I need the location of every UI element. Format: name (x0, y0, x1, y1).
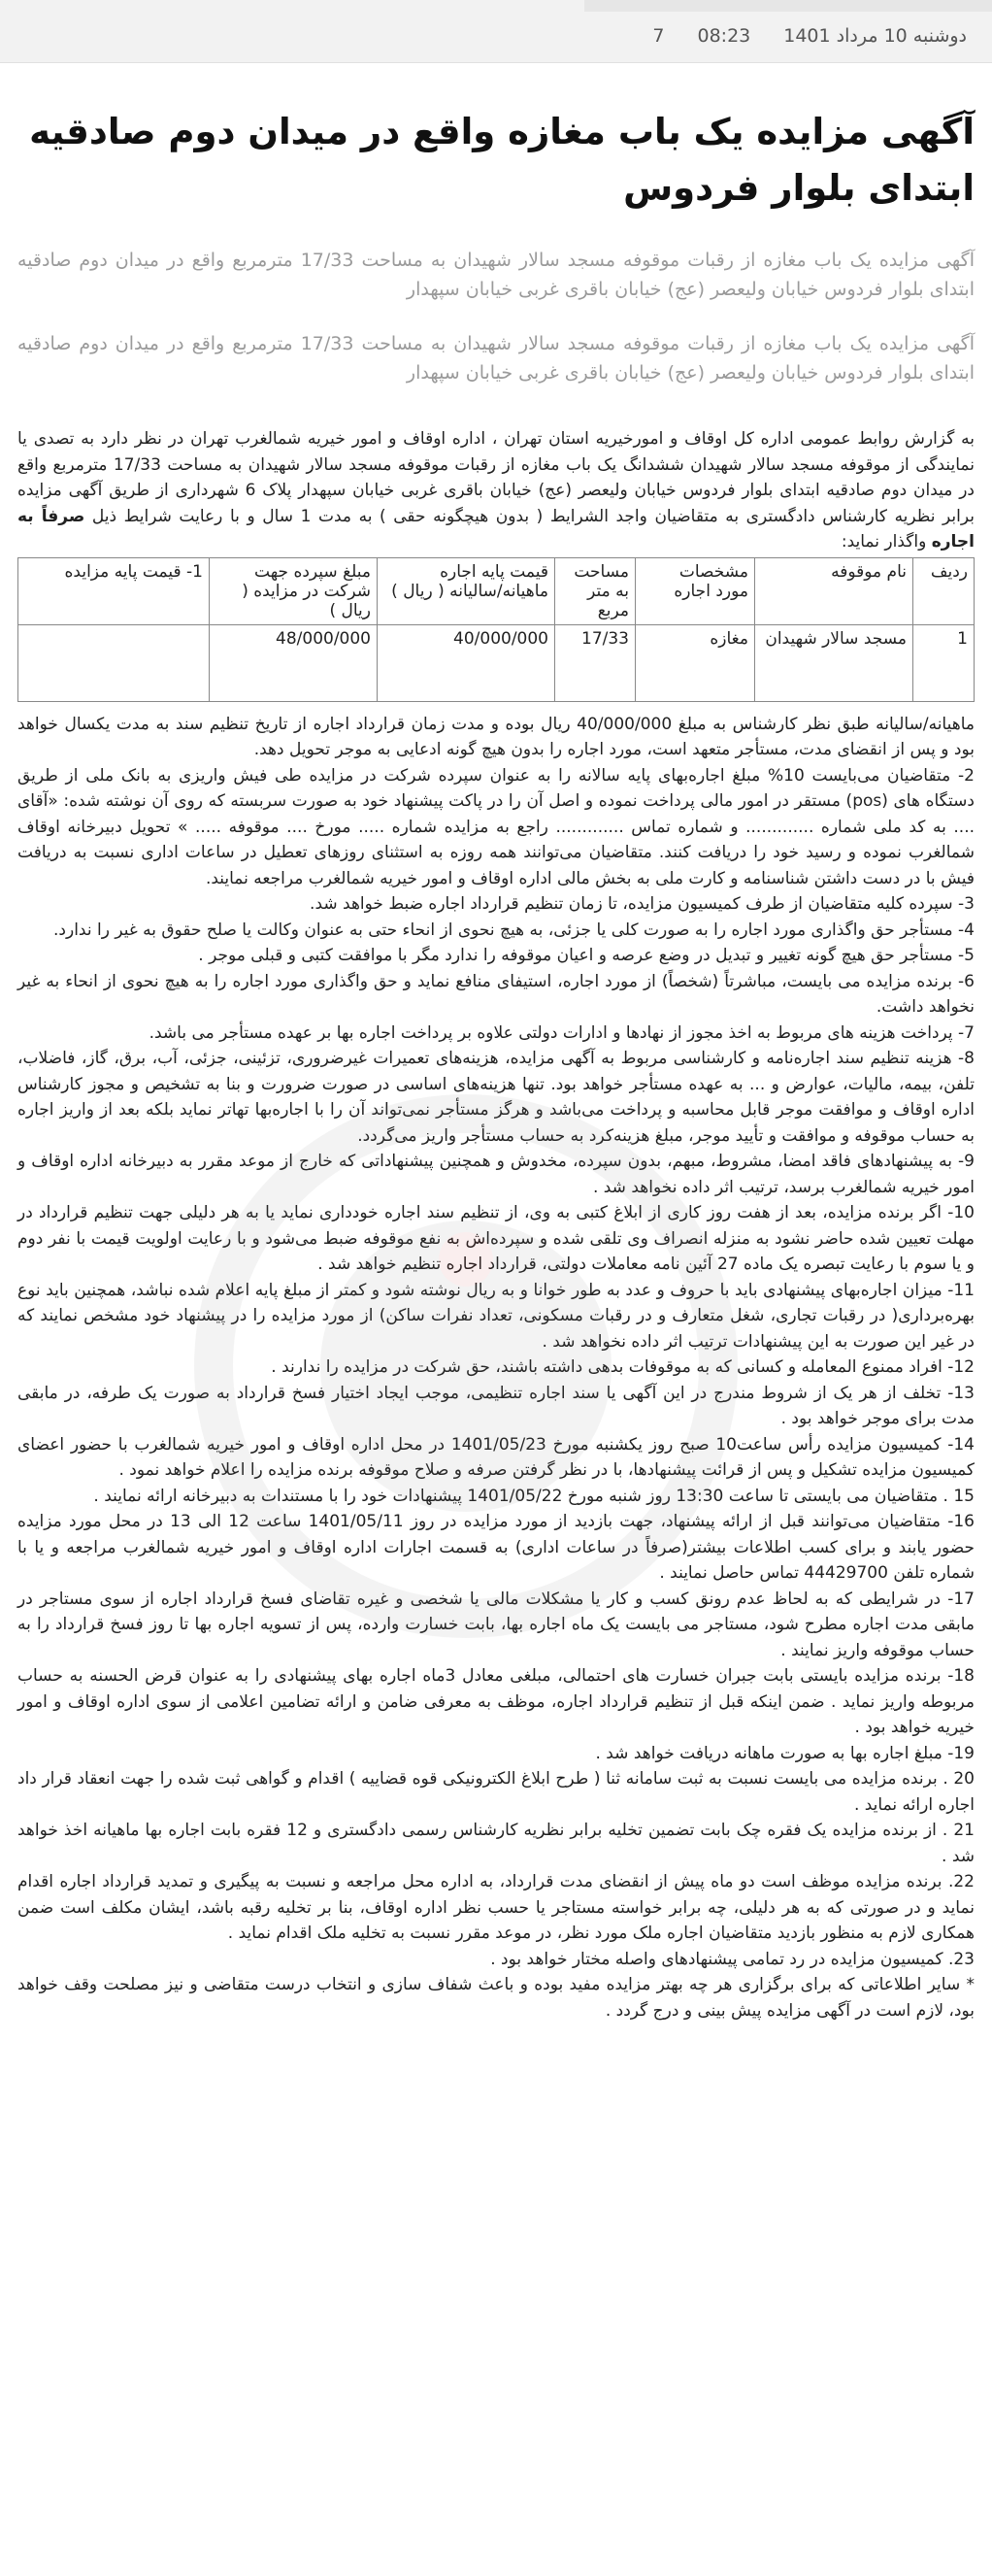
table-header: ردیف (913, 557, 975, 624)
condition-paragraph: 17- در شرایطی که به لحاظ عدم رونق کسب و کار یا مشکلات مالی یا شخصی و غیره تقاضای فسخ قرارداد اجاره از سوی مستاجر در مابقی مدت اجاره مطرح شود، مستاجر می بایست یک ماه اجاره بها، بابت خسارت وارده، پس از تسویه اجاره بها تا روز فسخ قرارداد را به حساب موقوفه واریز نمایند . (17, 1589, 975, 1660)
condition-paragraph: 3- سپرده کلیه متقاضیان از طرف کمیسیون مزایده، تا زمان تنظیم قرارداد اجاره ضبط خواهد شد. (310, 894, 975, 914)
condition-paragraph: 23. کمیسیون مزایده در رد تمامی پیشنهادهای واصله مختار خواهد بود . (490, 1949, 975, 1969)
condition-paragraph: 14- کمیسیون مزایده رأس ساعت10 صبح روز یکشنبه مورخ 1401/05/23 در محل اداره اوقاف و امور خیریه شمالغرب با حضور اعضای کمیسیون مزایده تشکیل و پس از قرائت پیشنهادها، با در نظر گرفتن صرفه و صلاح موقوفه برنده مزایده را اعلام خواهد نمود . (17, 1434, 975, 1480)
publish-date: دوشنبه 10 مرداد 1401 (783, 25, 967, 47)
condition-paragraph: ماهیانه/سالیانه طبق نظر کارشناس به مبلغ 40/000/000 ریال بوده و مدت زمان قرارداد اجاره از تاریخ تنظیم سند به مدت یکسال خواهد بود و پس از انقضای مدت، مستأجر متعهد است، مورد اجاره را بدون هیچ گونه ادعایی به موجر تحویل دهد. (17, 714, 975, 759)
table-header: نام موقوفه (755, 557, 913, 624)
intro-paragraph (17, 426, 975, 555)
auction-table (17, 557, 975, 702)
condition-paragraph: 18- برنده مزایده بایستی بابت جبران خسارت های احتمالی، مبلغی معادل 3ماه اجاره بهای پیشنهادی را به عنوان قرض الحسنه به حساب مربوطه واریز نماید . ضمن اینکه قبل از تنظیم قرارداد اجاره، موظف به معرفی ضامن و ارائه تضامین اعلامی از سوی اداره اوقاف و امور خیریه خواهد بود . (17, 1666, 975, 1737)
article-body (17, 426, 975, 2024)
condition-paragraph: 15 . متقاضیان می بایستی تا ساعت 13:30 روز شنبه مورخ 1401/05/22 پیشنهادات خود را با مستندات به دبیرخانه ارائه نمایند . (93, 1486, 975, 1506)
top-bar-accent (584, 0, 992, 12)
condition-paragraph: 13- تخلف از هر یک از شروط مندرج در این آگهی یا سند اجاره تنظیمی، موجب ایجاد اختیار فسخ قرارداد به صورت یک طرفه، در مابقی مدت برای موجر خواهد بود . (17, 1383, 975, 1428)
table-cell: 40/000/000 (378, 624, 555, 701)
table-cell: مسجد سالار شهیدان (755, 624, 913, 701)
condition-paragraph: 9- به پیشنهادهای فاقد امضا، مشروط، مبهم، بدون سپرده، مخدوش و همچنین پیشنهاداتی که خارج از موعد مقرر به دبیرخانه اداره اوقاف و امور خیریه شمالغرب برسد، ترتیب اثر داده نخواهد شد . (17, 1152, 975, 1197)
condition-paragraph: 19- مبلغ اجاره بها به صورت ماهانه دریافت خواهد شد . (595, 1743, 975, 1763)
lead-summary: آگهی مزایده یک باب مغازه از رقبات موقوفه مسجد سالار شهیدان به مساحت 17/33 مترمربع واقع در میدان دوم صادقیه ابتدای بلوار فردوس خیابان ولیعصر (عج) خیابان باقری غربی خیابان سپهدار (17, 250, 975, 300)
top-bar (0, 0, 992, 63)
table-header-row (18, 557, 975, 624)
view-count: 7 (652, 25, 665, 47)
condition-paragraph: 4- مستأجر حق واگذاری مورد اجاره را به صورت کلی یا جزئی، به هیچ نحوی از انحاء حتی به عنوان وکالت یا صلح حقوق به غیر را ندارد. (53, 920, 975, 940)
table-header: مساحت به متر مربع (555, 557, 636, 624)
table-header: قیمت پایه اجاره ماهیانه/سالیانه ( ریال ) (378, 557, 555, 624)
table-header: 1- قیمت پایه مزایده (18, 557, 210, 624)
intro-emphasis: صرفاً به اجاره (17, 506, 975, 552)
publish-time: 08:23 (697, 25, 751, 47)
page-title: آگهی مزایده یک باب مغازه واقع در میدان دوم صادقیه ابتدای بلوار فردوس (29, 111, 975, 209)
table-cell: 1 (913, 624, 975, 701)
table-row (18, 624, 975, 701)
table-cell: مغازه (636, 624, 755, 701)
condition-paragraph: 16- متقاضیان می‌توانند قبل از ارائه پیشنهاد، جهت بازدید از مورد مزایده در روز 1401/05/11 ساعت 12 الی 13 در محل مورد مزایده حضور یابند و برای کسب اطلاعات بیشتر(صرفاً در ساعات اداری) به قسمت اجارات اداره اوقاف و امور خیریه شمالغرب مراجعه و یا با شماره تلفن 44429700 تماس حاصل نمایند . (17, 1512, 975, 1583)
condition-paragraph: 11- میزان اجاره‌بهای پیشنهادی باید با حروف و عدد به طور خوانا و به ریال نوشته شود و کمتر از مبلغ پایه اعلام شده نباشد، همچنین باید نوع بهره‌برداری( در رقبات تجاری، شغل متعارف و در رقبات مسکونی، تعداد نفرات ساکن) از مورد مزایده را در پیشنهاد خود مشخص نمایند که در غیر این صورت به این پیشنهادات ترتیب اثر داده نخواهد شد . (17, 1280, 975, 1352)
condition-paragraph: 10- اگر برنده مزایده، بعد از هفت روز کاری از ابلاغ کتبی به وی، از تنظیم سند اجاره خودداری نماید یا به هر دلیلی جهت تنظیم قرارداد در مهلت تعیین شده حاضر نشود به منزله انصراف وی تلقی شده و سپرده‌اش به نفع موقوفه ضبط می‌شود و با رعایت اولویت قیمت با نفر دوم و یا سوم با رعایت تبصره یک ماده 27 آئین نامه معاملات دولتی، قرارداد اجاره تنظیم خواهد شد . (17, 1203, 975, 1274)
condition-paragraph: 20 . برنده مزایده می بایست نسبت به ثبت سامانه ثنا ( طرح ابلاغ الکترونیکی قوه قضاییه ) اقدام و گواهی ثبت شده را جهت انعقاد قرار داد اجاره ارائه نماید . (17, 1769, 975, 1815)
table-cell (18, 624, 210, 701)
condition-paragraph: * سایر اطلاعاتی که برای برگزاری هر چه بهتر مزایده مفید بوده و باعث شفاف سازی و انتخاب درست متقاضی و نیز مصلحت وقف خواهد بود، لازم است در آگهی مزایده پیش بینی و درج گردد . (17, 1975, 975, 2021)
table-header: مشخصات مورد اجاره (636, 557, 755, 624)
condition-paragraph: 21 . از برنده مزایده یک فقره چک بابت تضمین تخلیه برابر نظریه کارشناس رسمی دادگستری و 12 فقره بابت اجاره بها ماهیانه اخذ خواهد شد . (17, 1821, 975, 1866)
condition-paragraph: 2- متقاضیان می‌بایست 10% مبلغ اجاره‌بهای پایه سالانه را به عنوان سپرده شرکت در مزایده طی فیش واریزی به بانک ملی از طریق دستگاه های (pos) مستقر در امور مالی پرداخت نموده و اصل آن را در پاکت پیشنهاد خود به صورت سربسته که روی آن نوشته شده: «آقای .... به کد ملی شماره ............. و شماره تماس ............. راجع به مزایده شماره ..... مورخ .... موقوفه ..... » تحویل دبیرخانه اوقاف شمالغرب نموده و رسید خود را دریافت کنند. متقاضیان می‌توانند همه روزه به استثنای روزهای تعطیل در ساعات اداری نسبت به دریافت فیش با در دست داشتن شناسنامه و کارت ملی به بخش مالی اداره اوقاف و امور خیریه شمالغرب مراجعه نمایند. (17, 765, 975, 888)
intro-text-end: واگذار نماید: (841, 532, 927, 552)
condition-paragraph: 12- افراد ممنوع المعامله و کسانی که به موقوفات بدهی داشته باشند، حق شرکت در مزایده را ندارند . (271, 1357, 975, 1377)
article (0, 104, 992, 2024)
condition-paragraph: 8- هزینه تنظیم سند اجاره‌نامه و کارشناسی مربوط به آگهی مزایده، هزینه‌های تعمیرات غیرضروری، تزئینی، جزئی، آب، برق، گاز، فاضلاب، تلفن، بیمه، مالیات، عوارض و ... به عهده مستأجر خواهد بود. تنها هزینه‌های اساسی در صورت ضرورت و بنا به تشخیص و مجوز کارشناس اداره اوقاف و موافقت موجر قابل محاسبه و پرداخت می‌باشد و هرگز مستأجر نمی‌تواند آن را با اجاره‌بها تهاتر نماید بلکه بعد از واریز اجاره به حساب موقوفه و موافقت و تأیید موجر، مبلغ هزینه‌کرد به حساب مستأجر واریز می‌گردد. (17, 1049, 975, 1146)
table-cell: 17/33 (555, 624, 636, 701)
condition-paragraph: 5- مستأجر حق هیچ گونه تغییر و تبدیل در وضع عرصه و اعیان موقوفه را ندارد مگر با موافقت کتبی و قبلی موجر . (198, 946, 975, 965)
article-meta (652, 25, 967, 47)
condition-paragraph: 6- برنده مزایده می بایست، مباشرتاً (شخصاً) از مورد اجاره، استیفای منافع نماید و حق واگذاری مورد اجاره را به هیچ نحوی از انحاء به غیر نخواهد داشت. (17, 971, 975, 1017)
intro-text: به گزارش روابط عمومی اداره کل اوقاف و امورخیریه استان تهران ، اداره اوقاف و امور خیریه شمالغرب تهران در نظر دارد به تصدی یا نمایندگی از موقوفه مسجد سالار شهیدان ششدانگ یک باب مغازه از رقبات موقوفه مسجد سالار شهیدان به مساحت 17/33 مترمربع واقع در میدان دوم صادقیه ابتدای بلوار فردوس خیابان ولیعصر (عج) خیابان باقری غربی خیابان سپهدار پلاک 6 شهرداری از طریق آگهی مزایده برابر نظریه کارشناس دادگستری به متقاضیان واجد الشرایط ( بدون هیچگونه حقی ) به مدت 1 سال و با رعایت شرایط ذیل (17, 429, 975, 526)
table-cell: 48/000/000 (210, 624, 378, 701)
lead-summary-repeat: آگهی مزایده یک باب مغازه از رقبات موقوفه مسجد سالار شهیدان به مساحت 17/33 مترمربع واقع در میدان دوم صادقیه ابتدای بلوار فردوس خیابان ولیعصر (عج) خیابان باقری غربی خیابان سپهدار (17, 333, 975, 384)
condition-paragraph: 22. برنده مزایده موظف است دو ماه پیش از انقضای مدت قرارداد، به اداره محل مراجعه و نسبت به پیگیری و تمدید قرارداد اجاره اقدام نماید و در صورتی که به هر دلیلی، چه برابر خواسته مستاجر یا حسب نظر اداره اوقاف، بنا بر تخلیه رقبه باشد، ایشان مکلف است ضمن همکاری لازم به منظور بازدید متقاضیان اجاره ملک مورد نظر، در موعد مقرر نسبت به تخلیه ملک اقدام نماید . (17, 1872, 975, 1943)
table-header: مبلغ سپرده جهت شرکت در مزایده ( ریال ) (210, 557, 378, 624)
condition-paragraph: 7- پرداخت هزینه های مربوط به اخذ مجوز از نهادها و ادارات دولتی علاوه بر پرداخت اجاره بها بر عهده مستأجر می باشد. (149, 1022, 975, 1043)
